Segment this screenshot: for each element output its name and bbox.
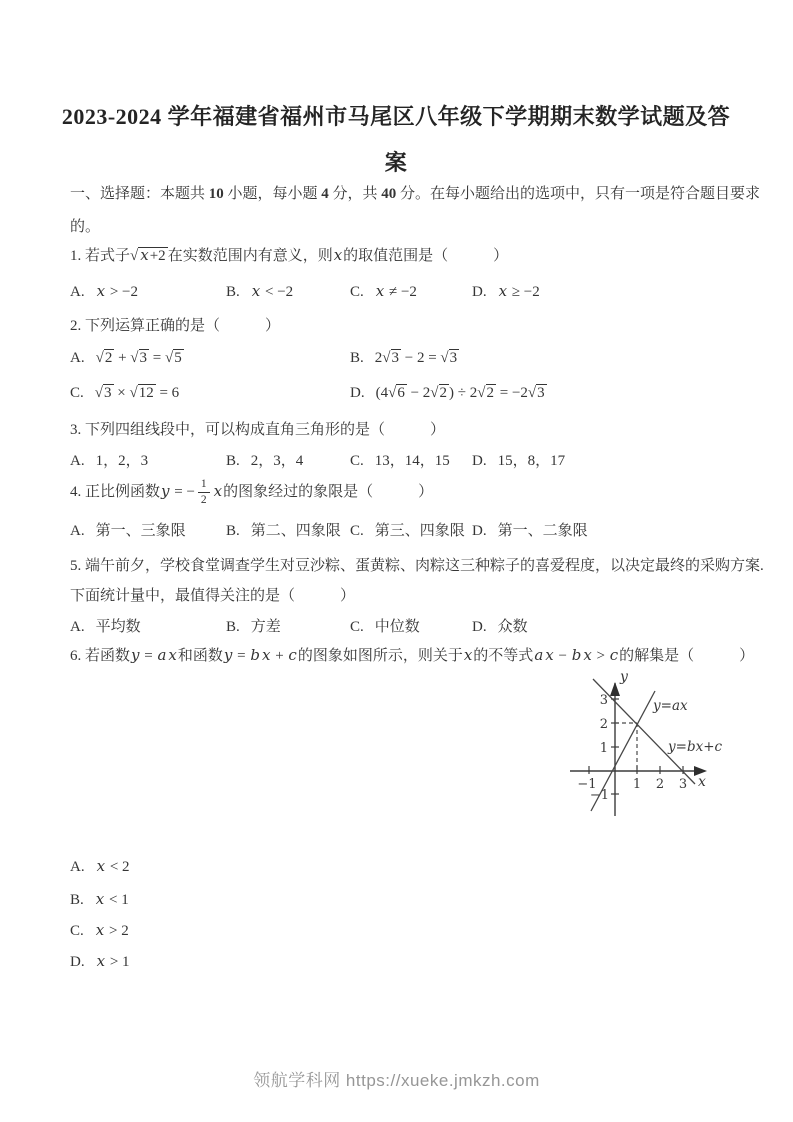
q6-option-b: B. x < 1 (70, 890, 129, 908)
q1-option-b: B. x < −2 (226, 282, 294, 300)
q5-option-b: B. 方差 (226, 619, 281, 635)
y-tick-label-1: 1 (599, 741, 608, 756)
section-points-total: 40 (381, 186, 397, 202)
q4-option-c: C. 第三、四象限 (350, 523, 465, 539)
page-title: 2023-2024 学年福建省福州市马尾区八年级下学期期末数学试题及答案 (61, 104, 731, 175)
q6-option-d: D. x > 1 (70, 952, 130, 970)
q6-function-graph (558, 667, 723, 825)
x-tick-label-2: 2 (655, 777, 665, 792)
y-tick-label-neg1: −1 (589, 788, 609, 803)
line-y-ax-label: y=ax (653, 698, 688, 714)
q1-option-a: A. x > −2 (70, 282, 138, 300)
line-y-bxc-label: y=bx+c (668, 739, 723, 755)
q2-option-c: C. √3 × √12 = 6 (70, 385, 180, 401)
q4-stem: 4. 正比例函数y = − $\frac{1}{2}$ x 的图象经过的象限是（ ） (70, 478, 434, 506)
site-watermark: 领航学科网 https://xueke.jmkzh.com (253, 1071, 540, 1090)
q1-option-c: C. x ≠ −2 (350, 282, 417, 300)
section-heading: 一、选择题：本题共 10 小题，每小题 4 分，共 40 分。在每小题给出的选项中，只有一项是符合题目要求 (70, 186, 761, 202)
q1-option-d: D. x ≥ −2 (472, 282, 540, 300)
q2-option-a: A. √2 + √3 = √5 (70, 350, 182, 366)
x-tick-label-1: 1 (632, 777, 642, 792)
line-y-bxc (593, 679, 695, 784)
q5-option-a: A. 平均数 (70, 619, 141, 635)
section-heading-cont: 的。 (70, 219, 101, 235)
q6-option-c: C. x > 2 (70, 921, 129, 939)
q3-option-b: B. 2，3，4 (226, 453, 304, 469)
q6-stem: 6. 若函数y = a x和函数y = b x + c的图象如图所示，则关于x的不等式a x − b x > c的解集是（ ） (70, 646, 755, 664)
y-tick-label-2: 2 (599, 717, 608, 732)
q4-option-b: B. 第二、四象限 (226, 523, 341, 539)
q2-stem: 2. 下列运算正确的是（ ） (70, 318, 281, 334)
q5-stem-line1: 5. 端午前夕，学校食堂调查学生对豆沙粽、蛋黄粽、肉粽这三种粽子的喜爱程度，以决定最终的采购方案. (70, 558, 764, 574)
section-heading-text: 一、选择题：本题共 (70, 186, 209, 202)
x-tick-label-3: 3 (678, 777, 688, 792)
x-axis-label: x (698, 774, 706, 790)
q2-option-d: D. (4√6 − 2√2 ) ÷ 2√2 = −2√3 (350, 385, 545, 401)
section-count: 10 (208, 186, 224, 202)
q3-option-a: A. 1，2，3 (70, 453, 149, 469)
section-points-each: 4 (321, 186, 329, 202)
x-tick-label-neg1: −1 (577, 777, 597, 792)
y-axis-arrow (610, 682, 620, 696)
q5-option-c: C. 中位数 (350, 619, 420, 635)
q3-option-d: D. 15，8，17 (472, 453, 566, 469)
q6-option-a: A. x < 2 (70, 857, 130, 875)
q4-fraction: $\frac{1}{2}$ (198, 477, 210, 507)
q3-option-c: C. 13，14，15 (350, 453, 450, 469)
q3-stem: 3. 下列四组线段中，可以构成直角三角形的是（ ） (70, 422, 446, 438)
y-axis-label: y (620, 669, 628, 685)
y-tick-label-3: 3 (599, 693, 608, 708)
q4-option-d: D. 第一、二象限 (472, 523, 588, 539)
q1-stem: 1. 若式子√ x+2 在实数范围内有意义，则x的取值范围是（ ） (70, 246, 509, 264)
q4-option-a: A. 第一、三象限 (70, 523, 186, 539)
q5-option-d: D. 众数 (472, 619, 528, 635)
q2-option-b: B. 2√3 − 2 = √3 (350, 350, 458, 366)
q5-stem-line2: 下面统计量中，最值得关注的是（ ） (70, 588, 356, 604)
